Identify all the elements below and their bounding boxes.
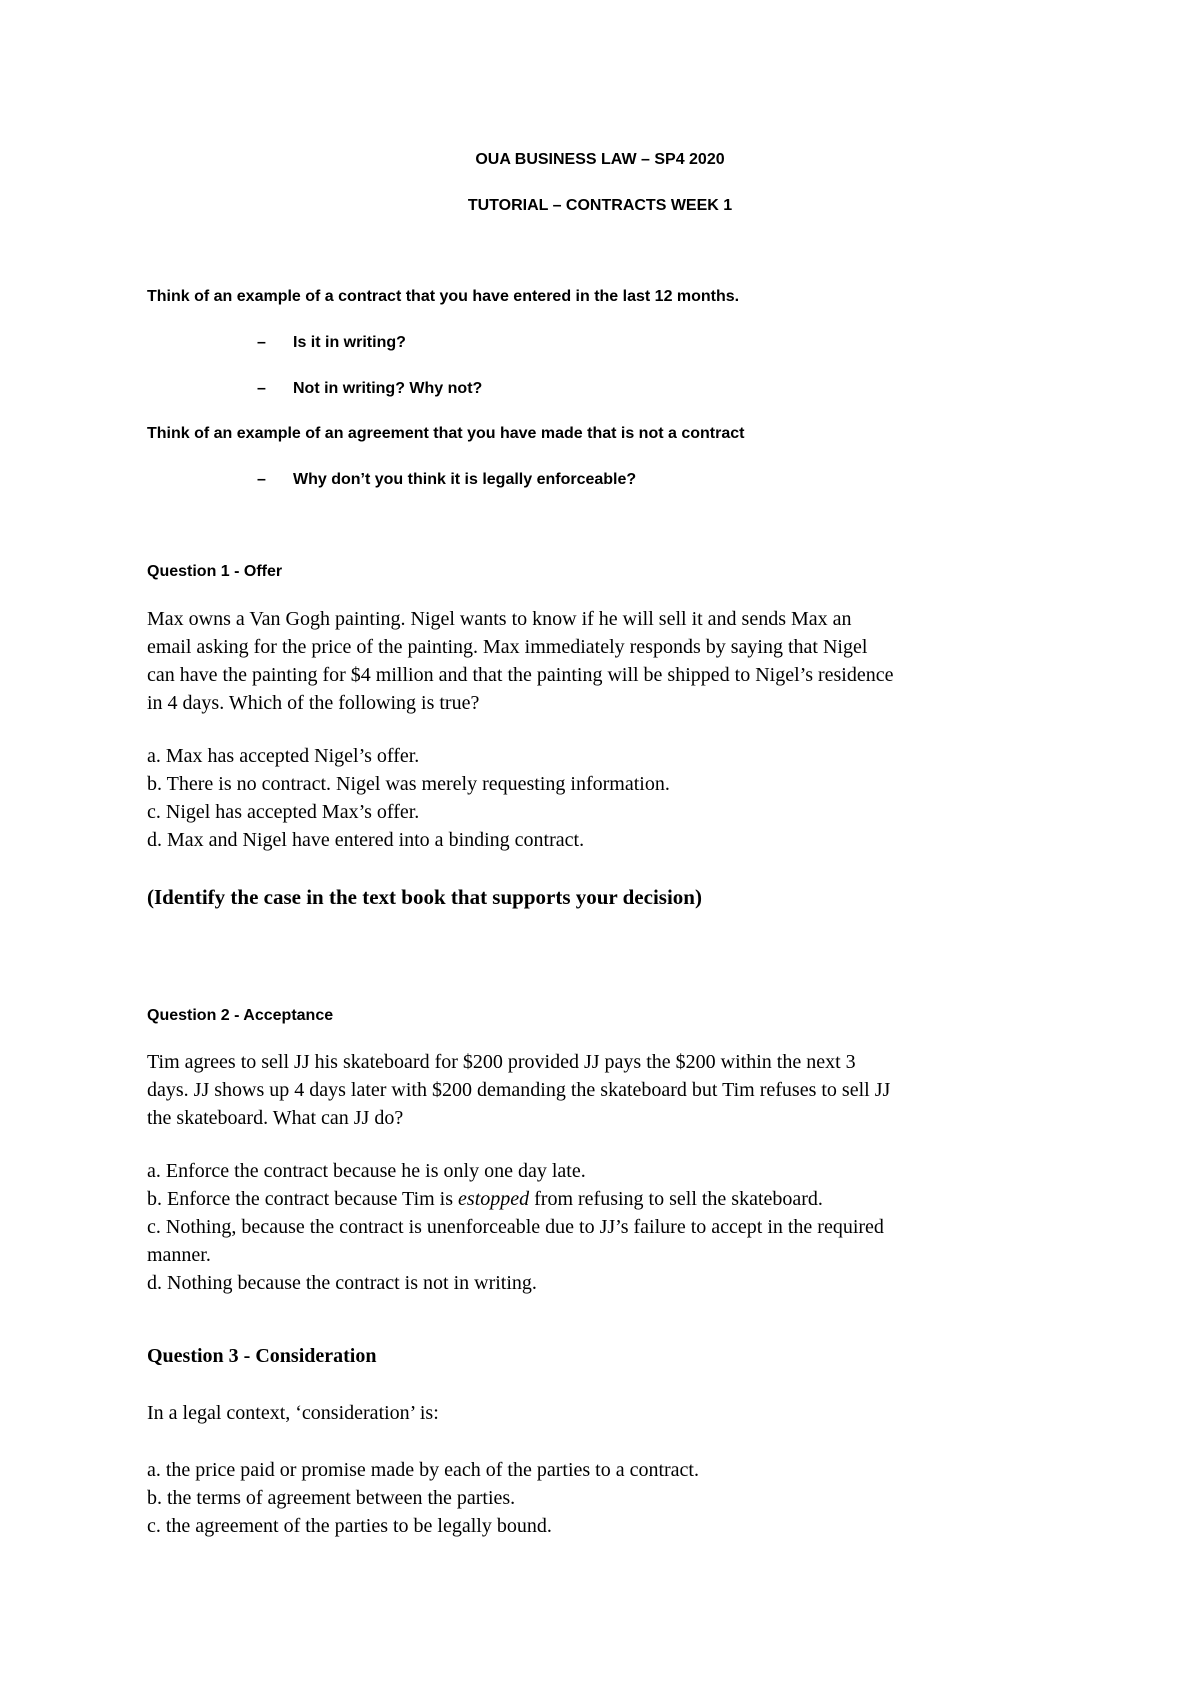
bullet-dash: –	[257, 471, 266, 488]
question-2-option-b-text: b. Enforce the contract because Tim is	[147, 1188, 459, 1210]
document-title: OUA BUSINESS LAW – SP4 2020	[475, 151, 725, 168]
question-2-body-line: the skateboard. What can JJ do?	[147, 1107, 404, 1129]
question-2-option-b-text: from refusing to sell the skateboard.	[529, 1188, 823, 1210]
question-3-option-a: a. the price paid or promise made by each of the parties to a contract.	[147, 1459, 699, 1481]
question-1-option-c: c. Nigel has accepted Max’s offer.	[147, 801, 420, 823]
intro-bullet	[257, 334, 406, 352]
bullet-dash: –	[257, 334, 266, 351]
question-2-body-line: days. JJ shows up 4 days later with $200 demanding the skateboard but Tim refuses to sell JJ	[147, 1079, 891, 1101]
question-3-heading: Question 3 - Consideration	[147, 1345, 377, 1367]
intro-prompt-contract: Think of an example of a contract that you have entered in the last 12 months.	[147, 288, 740, 305]
question-2-option-a: a. Enforce the contract because he is only one day late.	[147, 1160, 586, 1182]
intro-prompt-agreement: Think of an example of an agreement that you have made that is not a contract	[147, 425, 745, 442]
bullet-dash: –	[257, 380, 266, 397]
question-2-option-d: d. Nothing because the contract is not in writing.	[147, 1272, 537, 1294]
question-1-body-line: in 4 days. Which of the following is true?	[147, 692, 480, 714]
question-1-option-d: d. Max and Nigel have entered into a binding contract.	[147, 829, 585, 851]
question-1-option-b: b. There is no contract. Nigel was merely requesting information.	[147, 773, 670, 795]
intro-bullet	[257, 471, 636, 489]
intro-bullet	[257, 380, 482, 398]
question-1-body-line: email asking for the price of the painting. Max immediately responds by saying that Nigel	[147, 636, 868, 658]
question-2-option-c: c. Nothing, because the contract is unenforceable due to JJ’s failure to accept in the required	[147, 1216, 884, 1238]
question-1-heading: Question 1 - Offer	[147, 563, 283, 580]
question-3-option-c: c. the agreement of the parties to be legally bound.	[147, 1515, 552, 1537]
question-2-option-b	[147, 1188, 823, 1211]
question-2-heading: Question 2 - Acceptance	[147, 1007, 334, 1024]
question-3-intro: In a legal context, ‘consideration’ is:	[147, 1402, 439, 1424]
question-1-case-prompt: (Identify the case in the text book that supports your decision)	[147, 885, 702, 909]
question-2-body-line: Tim agrees to sell JJ his skateboard for $200 provided JJ pays the $200 within the next 3	[147, 1051, 856, 1073]
intro-bullet-text: Why don’t you think it is legally enforceable?	[293, 471, 637, 488]
intro-bullet-text: Not in writing? Why not?	[293, 380, 483, 397]
question-2-option-b-emphasis: estopped	[458, 1188, 530, 1210]
question-1-body-line: can have the painting for $4 million and that the painting will be shipped to Nigel’s residence	[147, 664, 894, 686]
question-1-option-a: a. Max has accepted Nigel’s offer.	[147, 745, 420, 767]
question-3-option-b: b. the terms of agreement between the parties.	[147, 1487, 516, 1509]
intro-bullet-text: Is it in writing?	[293, 334, 406, 351]
document-subtitle: TUTORIAL – CONTRACTS WEEK 1	[467, 197, 733, 214]
question-2-option-c-continued: manner.	[147, 1244, 211, 1266]
question-1-body-line: Max owns a Van Gogh painting. Nigel wants to know if he will sell it and sends Max an	[147, 608, 852, 630]
